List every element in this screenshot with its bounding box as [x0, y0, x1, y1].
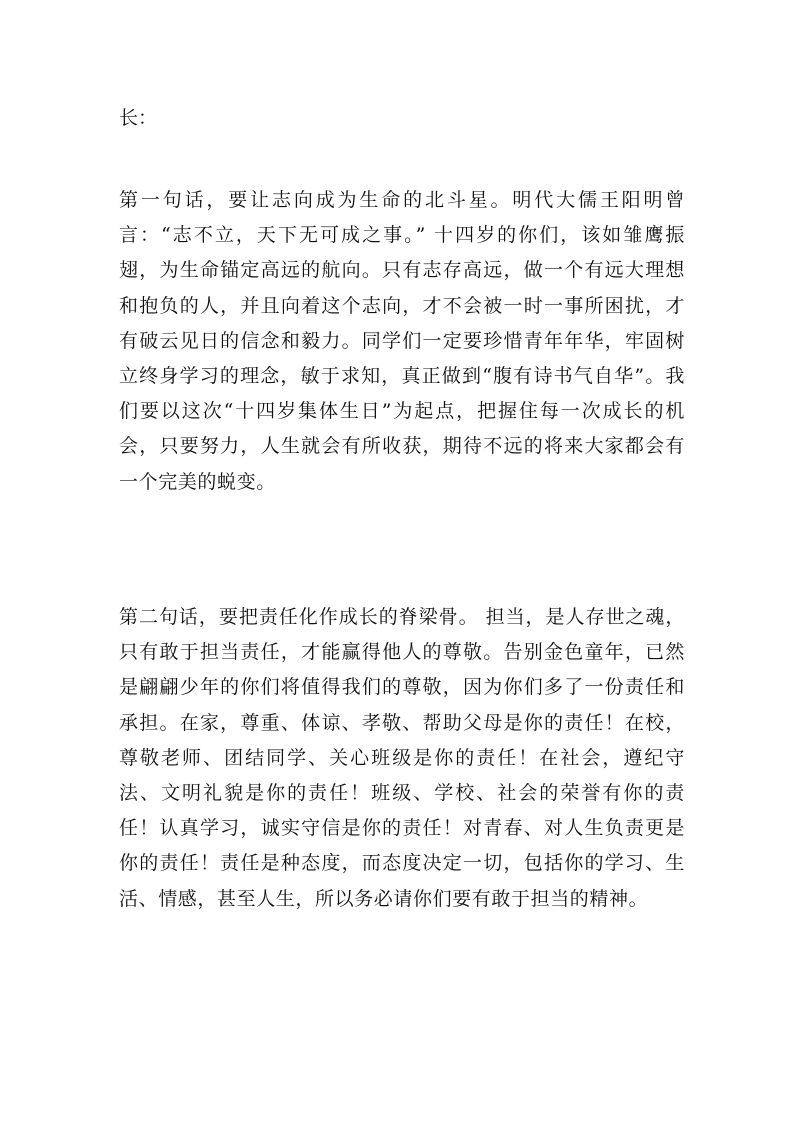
continued-line-fragment: 长： [119, 107, 158, 129]
paragraph-second-sentence: 第二句话，要把责任化作成长的脊梁骨。 担当，是人存世之魂，只有敢于担当责任，才能赢得他人的尊敬。告别金色童年，已然是翩翩少年的你们将值得我们的尊敬，因为你们多了一份责任和承担。在家，尊重、体谅、孝敬、帮助父母是你的责任！在校，尊敬老师、团结同学、关心班级是你的责任！在社会，遵纪守法、文明礼貌是你的责任！班级、学校、社会的荣誉有你的责任！认真学习，诚实守信是你的责任！对青春、对人生负责更是你的责任！责任是种态度，而态度决定一切，包括你的学习、生活、情感，甚至人生，所以务必请你们要有敢于担当的精神。 [119, 606, 685, 910]
paragraph-first-sentence: 第一句话，要让志向成为生命的北斗星。明代大儒王阳明曾言：“志不立，天下无可成之事。” 十四岁的你们，该如雏鹰振翅，为生命锚定高远的航向。只有志存高远，做一个有远大理想和抱负的人，并且向着这个志向，才不会被一时一事所困扰，才有破云见日的信念和毅力。同学们一定要珍惜青年年华，牢固树立终身学习的理念，敏于求知，真正做到“腹有诗书气自华”。我们要以这次“十四岁集体生日”为起点，把握住每一次成长的机会，只要努力，人生就会有所收获，期待不远的将来大家都会有一个完美的蜕变。 [119, 189, 685, 493]
